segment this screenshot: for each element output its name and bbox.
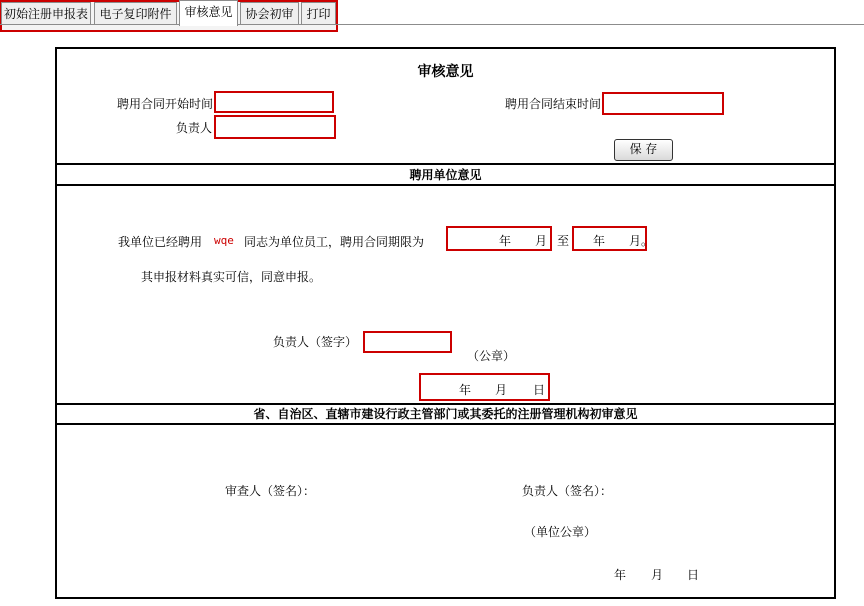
review-form <box>55 47 836 599</box>
month-label: 月 <box>651 568 664 582</box>
day-label: 日 <box>533 383 546 397</box>
contract-end-label: 聘用合同结束时间 <box>505 97 602 111</box>
year-label: 年 <box>593 234 606 248</box>
year-label: 年 <box>459 383 472 397</box>
tab-print[interactable]: 打印 <box>301 2 336 24</box>
statement-suffix: 同志为单位员工，聘用合同期限为 <box>244 235 425 249</box>
applicant-name: wqe <box>214 234 234 247</box>
section-divider <box>57 184 834 186</box>
signer-label: 负责人（签字） <box>273 335 358 349</box>
save-button[interactable]: 保 存 <box>614 139 673 161</box>
unit-seal-label: （单位公章） <box>524 525 597 539</box>
form-title: 审核意见 <box>417 64 474 80</box>
employer-opinion-heading: 聘用单位意见 <box>409 168 482 182</box>
contract-start-label: 聘用合同开始时间 <box>117 97 214 111</box>
to-label: 至 <box>557 234 570 248</box>
responsible-sign-label: 负责人（签名）： <box>522 484 613 498</box>
contract-start-input[interactable] <box>214 91 334 113</box>
reviewer-label: 审查人（签名）： <box>225 484 316 498</box>
period-mark: 。 <box>641 234 654 248</box>
responsible-input[interactable] <box>214 115 336 139</box>
responsible-label: 负责人 <box>176 121 213 135</box>
section-divider <box>57 163 834 165</box>
signer-input[interactable] <box>363 331 452 353</box>
tab-electronic-copies[interactable]: 电子复印附件 <box>94 2 177 24</box>
statement-prefix: 我单位已经聘用 <box>118 235 203 249</box>
month-label: 月 <box>629 234 642 248</box>
sign-date-field[interactable] <box>419 373 550 401</box>
statement-line-2: 其申报材料真实可信，同意申报。 <box>141 270 322 284</box>
year-label: 年 <box>614 568 627 582</box>
authority-review-heading: 省、自治区、直辖市建设行政主管部门或其委托的注册管理机构初审意见 <box>253 407 638 421</box>
day-label: 日 <box>687 568 700 582</box>
tab-initial-registration[interactable]: 初始注册申报表 <box>1 2 91 24</box>
contract-end-input[interactable] <box>602 92 724 115</box>
seal-label: （公章） <box>467 349 516 363</box>
month-label: 月 <box>535 234 548 248</box>
tab-review-opinion[interactable]: 审核意见 <box>179 0 238 26</box>
year-label: 年 <box>499 234 512 248</box>
section-divider <box>57 423 834 425</box>
month-label: 月 <box>495 383 508 397</box>
tab-association-review[interactable]: 协会初审 <box>240 2 299 24</box>
